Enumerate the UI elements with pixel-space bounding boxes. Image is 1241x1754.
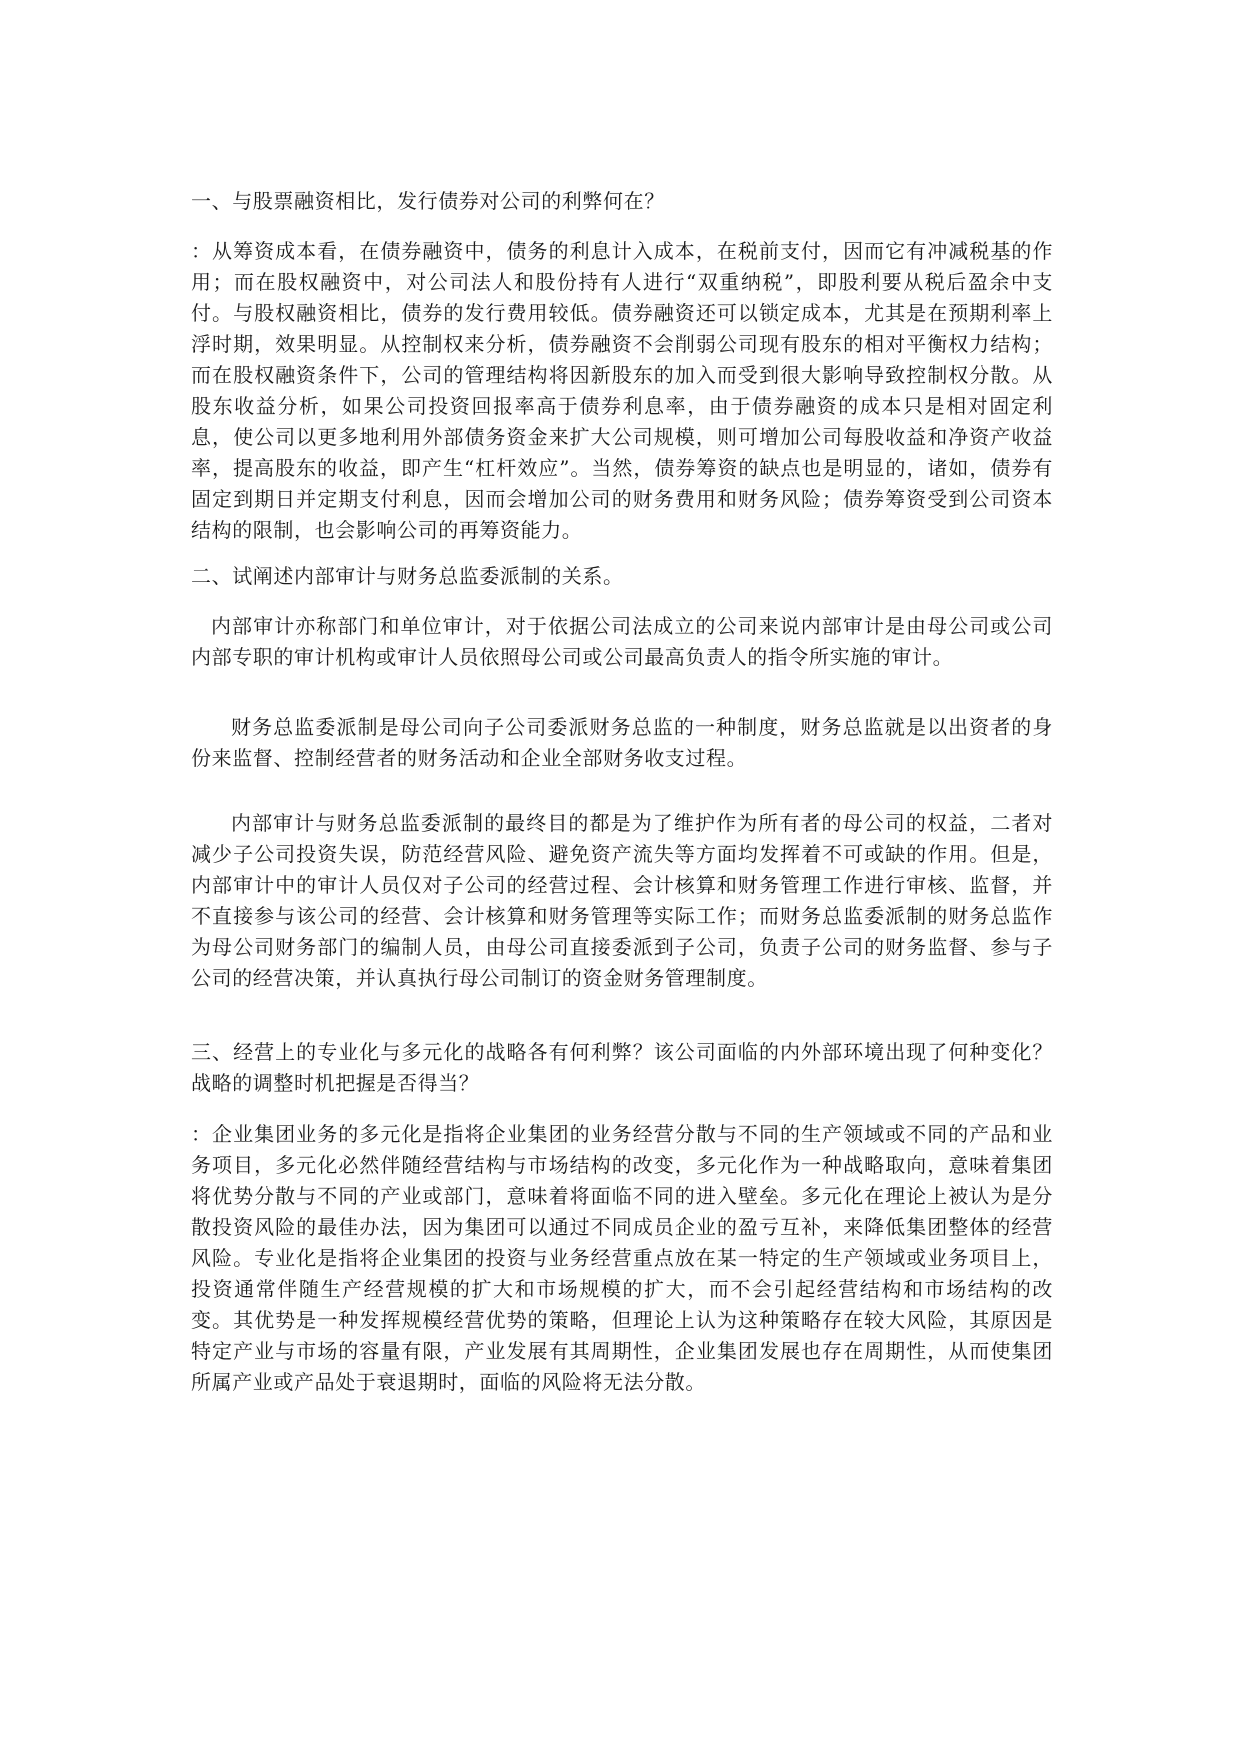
answer-3-paragraph: ：企业集团业务的多元化是指将企业集团的业务经营分散与不同的生产领域或不同的产品和业务项目，多元化必然伴随经营结构与市场结构的改变，多元化作为一种战略取向，意味着集团将优势分散与不同的产业或部门，意味着将面临不同的进入壁垒。多元化在理论上被认为是分散投资风险的最佳办法，因为集团可以通过不同成员企业的盈亏互补，来降低集团整体的经营风险。专业化是指将企业集团的投资与业务经营重点放在某一特定的生产领域或业务项目上，投资通常伴随生产经营规模的扩大和市场规模的扩大，而不会引起经营结构和市场结构的改变。其优势是一种发挥规模经营优势的策略，但理论上认为这种策略存在较大风险，其原因是特定产业与市场的容量有限，产业发展有其周期性，企业集团发展也存在周期性，从而使集团所属产业或产品处于衰退期时，面临的风险将无法分散。 [191,1122,1053,1394]
answer-2-paragraph-2: 财务总监委派制是母公司向子公司委派财务总监的一种制度，财务总监就是以出资者的身份来监督、控制经营者的财务活动和企业全部财务收支过程。 [191,715,1053,770]
answer-2-paragraph-1: 内部审计亦称部门和单位审计，对于依据公司法成立的公司来说内部审计是由母公司或公司内部专职的审计机构或审计人员依照母公司或公司最高负责人的指令所实施的审计。 [191,614,1053,669]
answer-1-paragraph: ：从筹资成本看，在债券融资中，债务的利息计入成本，在税前支付，因而它有冲减税基的作用；而在股权融资中，对公司法人和股份持有人进行“双重纳税”，即股利要从税后盈余中支付。与股权融资相比，债券的发行费用较低。债券融资还可以锁定成本，尤其是在预期利率上浮时期，效果明显。从控制权来分析，债券融资不会削弱公司现有股东的相对平衡权力结构；而在股权融资条件下，公司的管理结构将因新股东的加入而受到很大影响导致控制权分散。从股东收益分析，如果公司投资回报率高于债券利息率，由于债券融资的成本只是相对固定利息，使公司以更多地利用外部债务资金来扩大公司规模，则可增加公司每股收益和净资产收益率，提高股东的收益，即产生“杠杆效应”。当然，债券筹资的缺点也是明显的，诸如，债券有固定到期日并定期支付利息，因而会增加公司的财务费用和财务风险；债券筹资受到公司资本结构的限制，也会影响公司的再筹资能力。 [191,239,1053,542]
question-1-heading: 一、与股票融资相比，发行债券对公司的利弊何在？ [191,189,665,213]
question-2-heading: 二、试阐述内部审计与财务总监委派制的关系。 [191,564,624,588]
answer-2-paragraph-3: 内部审计与财务总监委派制的最终目的都是为了维护作为所有者的母公司的权益，二者对减少子公司投资失误，防范经营风险、避免资产流失等方面均发挥着不可或缺的作用。但是，内部审计中的审计人员仅对子公司的经营过程、会计核算和财务管理工作进行审核、监督，并不直接参与该公司的经营、会计核算和财务管理等实际工作；而财务总监委派制的财务总监作为母公司财务部门的编制人员，由母公司直接委派到子公司，负责子公司的财务监督、参与子公司的经营决策，并认真执行母公司制订的资金财务管理制度。 [191,811,1053,990]
question-3-heading: 三、经营上的专业化与多元化的战略各有何利弊？该公司面临的内外部环境出现了何种变化？战略的调整时机把握是否得当？ [191,1040,1053,1095]
